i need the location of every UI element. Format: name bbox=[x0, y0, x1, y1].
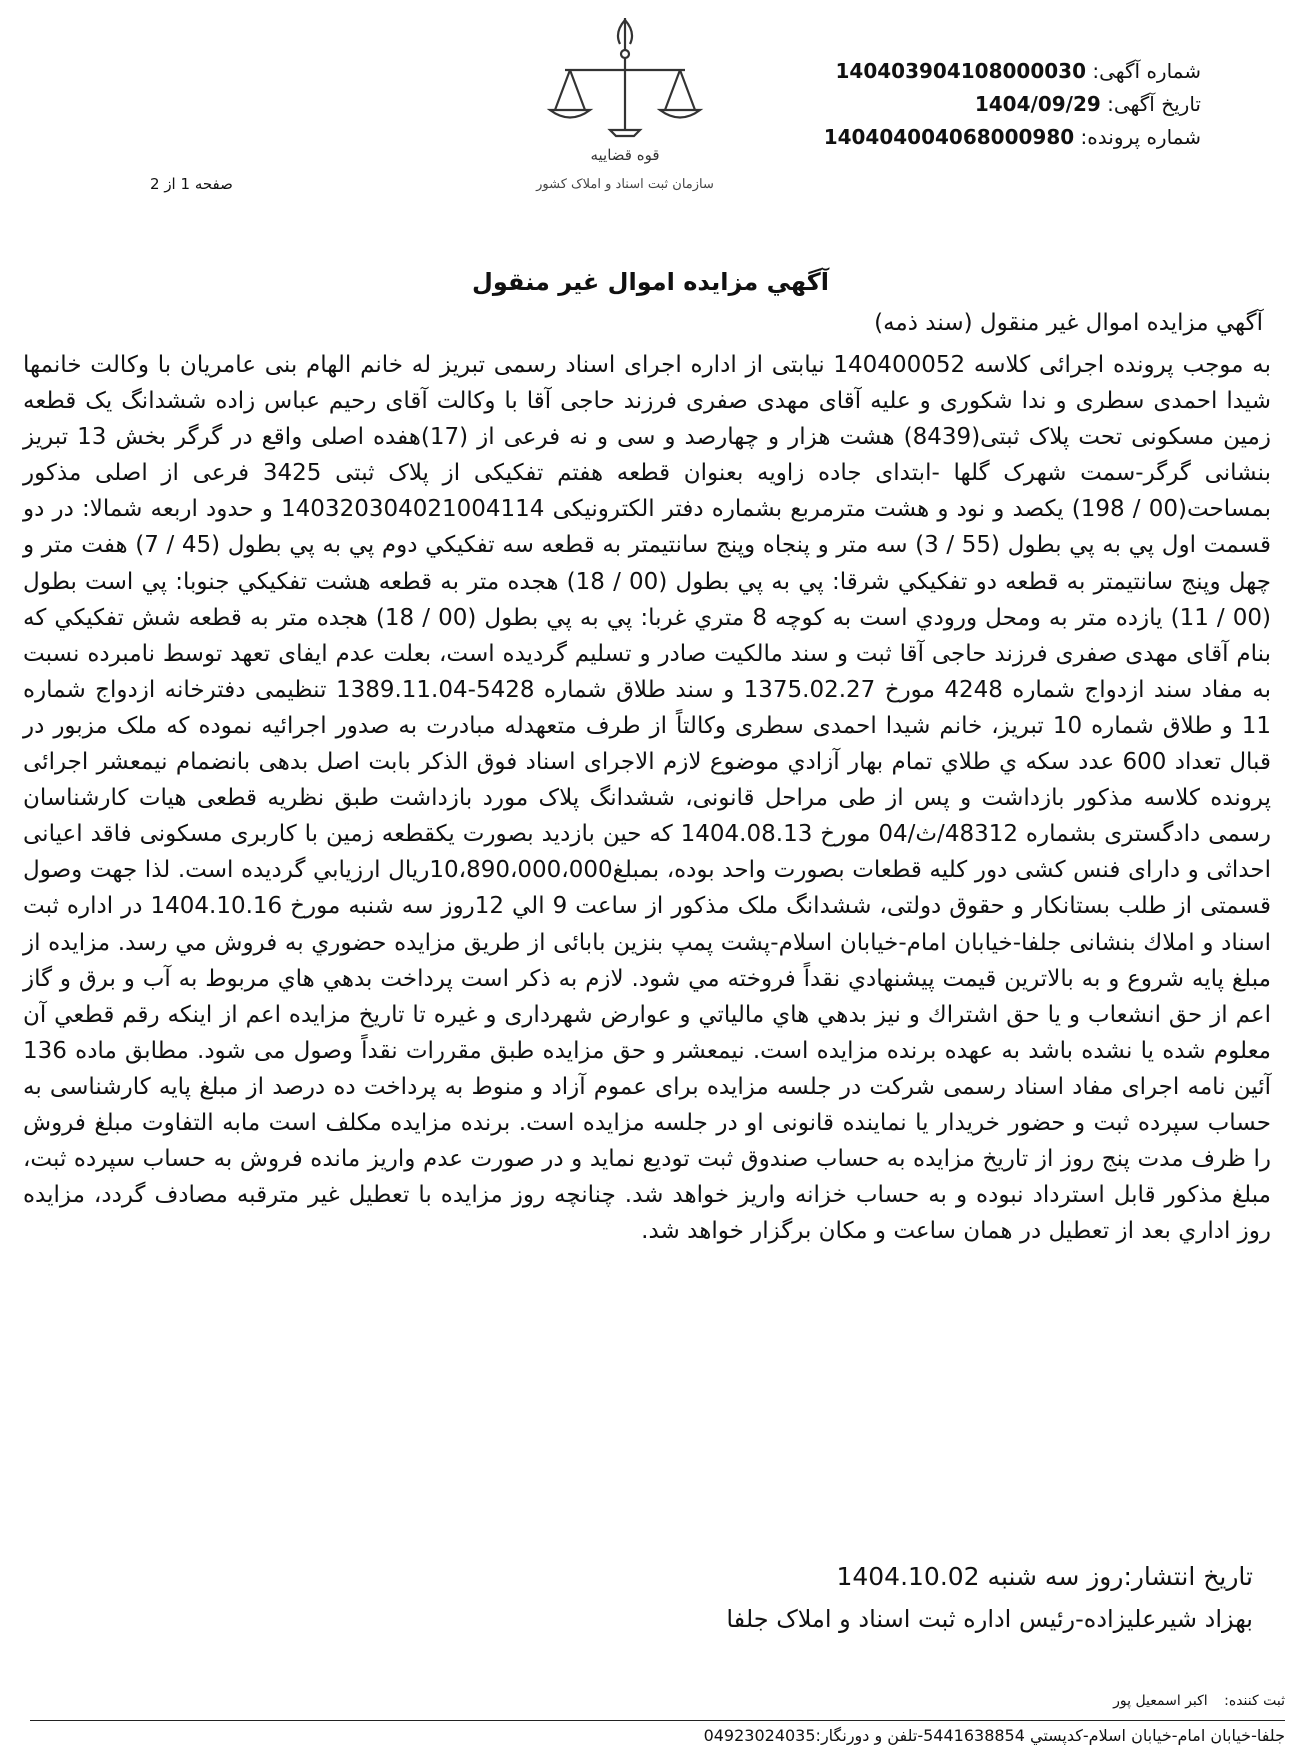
footer-divider bbox=[30, 1720, 1285, 1721]
ad-date-label: تاریخ آگهی: bbox=[1107, 92, 1201, 116]
emblem-org: سازمان ثبت اسناد و املاک کشور bbox=[536, 177, 714, 192]
page-indicator: صفحه 1 از 2 bbox=[150, 175, 233, 193]
ad-number: 140403904108000030 bbox=[835, 59, 1087, 83]
file-number: 140404004068000980 bbox=[823, 125, 1075, 149]
registrar-label: ثبت کننده: bbox=[1224, 1693, 1285, 1709]
announcement-body: به موجب پرونده اجرائی کلاسه 140400052 نیابتی از اداره اجرای اسناد رسمی تبریز له خانم الهام بنی عامریان با وکالت خانمها شیدا احمدی سطری و ندا شکوری و علیه آقای مهدی صفری فرزند حاجی آقا با وکالت آقای رحیم عباس زاده ششدانگ یک قطعه زمین مسکونی تحت پلاک ثبتی(8439) هشت هزار و چهارصد و سی و نه فرعی از (17)هفده اصلی واقع در گرگر بخش 13 تبریز بنشانی گرگر-سمت شهرک گلها -ابتدای جاده زاویه بعنوان قطعه هفتم تفکیکی از پلاک ثبتی 3425 فرعی از اصلی مذکور بمساحت(00 / 198) یکصد و نود و هشت مترمربع بشماره دفتر الکترونیکی 140320304021004114 و حدود اربعه شمالا: در دو قسمت اول پي به پي بطول (55 / 3) سه متر و پنجاه وپنج سانتيمتر به قطعه سه تفکيکي دوم پي به پي بطول (45 / 7) هفت متر و چهل وپنج سانتيمتر به قطعه دو تفکيکي شرقا: پي به پي بطول (00 / 18) هجده متر به قطعه هشت تفکيکي جنوبا: پي است بطول (00 / 11) يازده متر به ومحل ورودي است به کوچه 8 متري غربا: پي به پي بطول (00 / 18) هجده متر به قطعه شش تفکيکي که بنام آقای مهدی صفری فرزند حاجی آقا ثبت و سند مالکیت صادر و تسلیم گردیده است، بعلت عدم ایفای تعهد توسط نامبرده نسبت به مفاد سند ازدواج شماره 4248 مورخ 1375.02.27 و سند طلاق شماره 5428-1389.11.04 تنظیمی دفترخانه ازدواج شماره 11 و طلاق شماره 10 تبریز، خانم شیدا احمدی سطری وکالتاً از طرف متعهدله مبادرت به صدور اجرائیه نموده که ملک مزبور در قبال تعداد 600 عدد سکه ي طلاي تمام بهار آزادي موضوع لازم الاجرای اسناد فوق الذکر بابت اصل بدهی بانضمام نیمعشر اجرائی پرونده کلاسه مذکور بازداشت و پس از طی مراحل قانونی، ششدانگ پلاک مورد بازداشت طبق نظریه قطعی هیات کارشناسان رسمی دادگستری بشماره 48312/ث/04 مورخ 1404.08.13 که حین بازدید بصورت یکقطعه زمین با کاربری مسکونی فاقد اعیانی احداثی و دارای فنس کشی دور کلیه قطعات بصورت واحد بوده، بمبلغ10،890،000،000ريال ارزيابي گرديده است. لذا جهت وصول قسمتی از طلب بستانکار و حقوق دولتی، ششدانگ ملک مذکور از ساعت 9 الي 12روز سه شنبه مورخ 1404.10.16 در اداره ثبت اسناد و املاك بنشانی جلفا-خیابان امام-خیابان اسلام-پشت پمپ بنزین بابائی از طريق مزايده حضوري به فروش مي رسد. مزايده از مبلغ پايه شروع و به بالاترين قيمت پيشنهادي نقداً فروخته مي شود. لازم به ذكر است پرداخت بدهي هاي مربوط به آب و برق و گاز اعم از حق انشعاب و يا حق اشتراك و نيز بدهي هاي مالياتي و عوارض شهرداری و غيره تا تاريخ مزايده اعم از اينكه رقم قطعي آن معلوم شده يا نشده باشد به عهده برنده مزايده است. نیمعشر و حق مزایده طبق مقررات نقداً وصول می شود. مطابق ماده 136 آئین نامه اجرای مفاد اسناد رسمی شرکت در جلسه مزایده برای عموم آزاد و منوط به پرداخت ده درصد از مبلغ پایه کارشناسی به حساب سپرده ثبت و حضور خریدار یا نماینده قانونی او در جلسه مزایده است. برنده مزایده مکلف است مابه التفاوت مبلغ فروش را ظرف مدت پنج روز از تاریخ مزایده به حساب صندوق ثبت تودیع نماید و در صورت عدم واریز مانده فروش به حساب سپرده ثبت، مبلغ مذکور قابل استرداد نبوده و به حساب خزانه واریز خواهد شد. چنانچه روز مزایده با تعطیل غیر مترقبه مصادف گردد، مزایده روز اداري بعد از تعطیل در همان ساعت و مکان برگزار خواهد شد. bbox=[23, 352, 1272, 1245]
registrar-line bbox=[1113, 1693, 1285, 1709]
file-number-row bbox=[781, 121, 1201, 154]
ad-number-row bbox=[781, 55, 1201, 88]
emblem-title: قوه قضاییه bbox=[590, 146, 660, 164]
registrar-name: اکبر اسمعیل پور bbox=[1113, 1693, 1208, 1709]
ad-number-label: شماره آگهی: bbox=[1092, 59, 1201, 83]
file-number-label: شماره پرونده: bbox=[1080, 125, 1201, 149]
document-title: آگهي مزايده اموال غير منقول bbox=[472, 268, 829, 296]
ad-date: 1404/09/29 bbox=[974, 92, 1101, 116]
ad-header-info bbox=[781, 55, 1201, 154]
judiciary-emblem bbox=[530, 10, 720, 210]
footer-address: جلفا-خيابان امام-خيابان اسلام-کدپستي 5441638854-تلفن و دورنگار:04923024035 bbox=[703, 1726, 1285, 1745]
scales-of-justice-icon bbox=[530, 10, 720, 210]
document-subtitle: آگهي مزايده اموال غير منقول (سند ذمه) bbox=[874, 310, 1263, 336]
ad-date-row bbox=[781, 88, 1201, 121]
signer-line: بهزاد شيرعليزاده-رئيس اداره ثبت اسناد و املاک جلفا bbox=[726, 1605, 1253, 1633]
publication-date: تاريخ انتشار:روز سه شنبه 1404.10.02 bbox=[836, 1562, 1253, 1591]
